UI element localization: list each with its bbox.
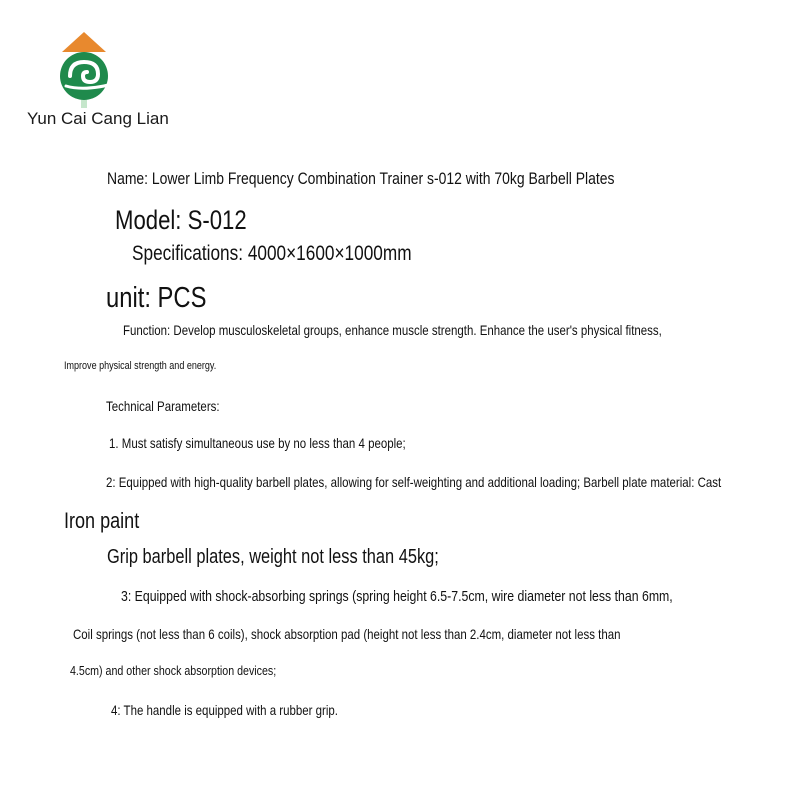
parameter-2-line-2: Iron paint — [64, 508, 140, 533]
product-specifications: Specifications: 4000×1600×1000mm — [132, 242, 412, 265]
parameter-3-line-3: 4.5cm) and other shock absorption devices; — [70, 663, 277, 678]
parameter-1: 1. Must satisfy simultaneous use by no less than 4 people; — [109, 435, 406, 451]
parameter-4: 4: The handle is equipped with a rubber grip. — [111, 702, 338, 718]
parameter-2-line-3: Grip barbell plates, weight not less than 45kg; — [107, 546, 439, 568]
product-model: Model: S-012 — [115, 205, 247, 235]
parameter-3-line-2: Coil springs (not less than 6 coils), shock absorption pad (height not less than 2.4cm, diameter not less than — [73, 626, 621, 642]
parameter-2-line-1: 2: Equipped with high-quality barbell plates, allowing for self-weighting and additional loading; Barbell plate material: Cast — [106, 474, 722, 490]
parameter-3-line-1: 3: Equipped with shock-absorbing springs (spring height 6.5-7.5cm, wire diameter not less than 6mm, — [121, 588, 673, 605]
technical-parameters-heading: Technical Parameters: — [106, 398, 220, 414]
function-line-2: Improve physical strength and energy. — [64, 360, 217, 372]
logo-emblem-icon — [52, 30, 122, 108]
product-name: Name: Lower Limb Frequency Combination Trainer s-012 with 70kg Barbell Plates — [107, 169, 615, 188]
product-unit: unit: PCS — [106, 282, 207, 314]
function-line-1: Function: Develop musculoskeletal groups, enhance muscle strength. Enhance the user's physical fitness, — [123, 322, 662, 338]
brand-name: Yun Cai Cang Lian — [27, 109, 169, 128]
